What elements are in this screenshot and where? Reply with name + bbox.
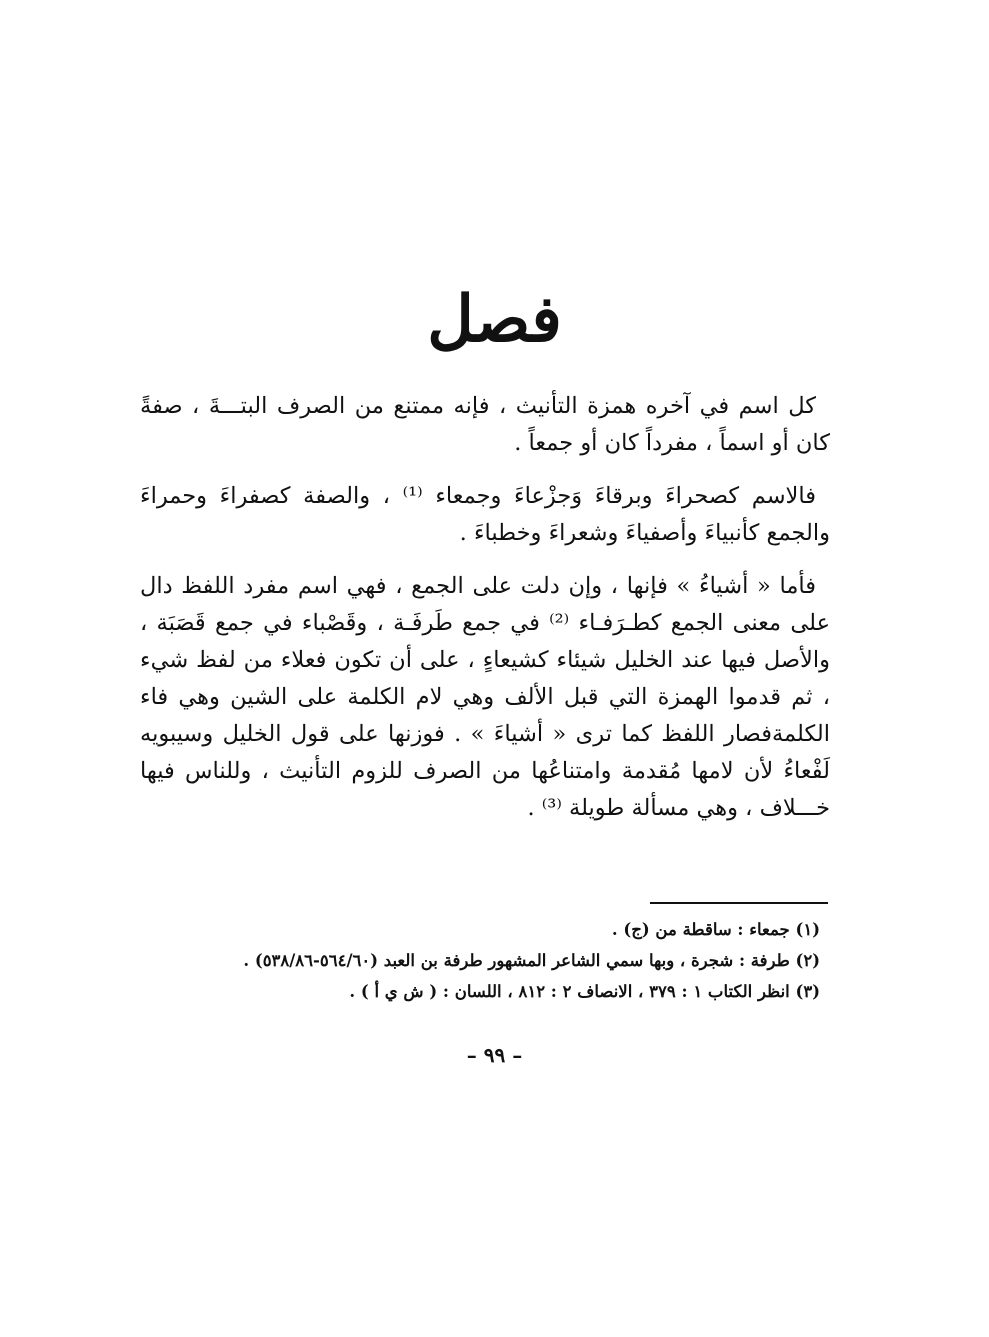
- body-text: [140, 388, 830, 843]
- footnote-2: (٢) طرفة : شجرة ، وبها سمي الشاعر المشهور طرفة بن العبد (٥٦٤/٦٠-٥٣٨/٨٦) .: [243, 951, 820, 970]
- paragraph-3: فأما « أشياءُ » فإنها ، وإن دلت على الجمع ، فهي اسم مفرد اللفظ دال على معنى الجمع كطـرَفـاء ⁽²⁾ في جمع طَرفَـة ، وقَصْباء في جمع قَصَبَة ، والأصل فيها عند الخليل شيئاء كشيعاءٍ ، على أن تكون فعلاء من لفظ شيء ، ثم قدموا الهمزة التي قبل الألف وهي لام الكلمة على الشين وهي فاء الكلمةفصار اللفظ كما ترى « أشياءَ » . فوزنها على قول الخليل وسيبويه لَفْعاءُ لأن لامها مُقدمة وامتناعُها من الصرف للزوم التأنيث ، وللناس فيها خـــلاف ، وهي مسألة طويلة ⁽³⁾ .: [140, 573, 830, 821]
- paragraph-2: فالاسم كصحراءَ وبرقاءَ وَجزْعاءَ وجمعاء ⁽¹⁾ ، والصفة كصفراءَ وحمراءَ والجمع كأنبياءَ وأصفياءَ وشعراءَ وخطباءَ .: [140, 483, 830, 546]
- footnotes: [150, 914, 820, 1007]
- footnote-3: (٣) انظر الكتاب ١ : ٣٧٩ ، الانصاف ٢ : ٨١٢ ، اللسان : ( ش ي أ ) .: [349, 982, 820, 1001]
- footnote-separator: [650, 902, 828, 904]
- paragraph-1: كل اسم في آخره همزة التأنيث ، فإنه ممتنع من الصرف البتـــةَ ، صفةً كان أو اسماً ، مفرداً كان أو جمعاً .: [140, 393, 830, 456]
- page-number: – ٩٩ –: [466, 1043, 523, 1067]
- footnote-1: (١) جمعاء : ساقطة من (ج) .: [611, 920, 820, 939]
- section-heading: فصل: [427, 282, 562, 357]
